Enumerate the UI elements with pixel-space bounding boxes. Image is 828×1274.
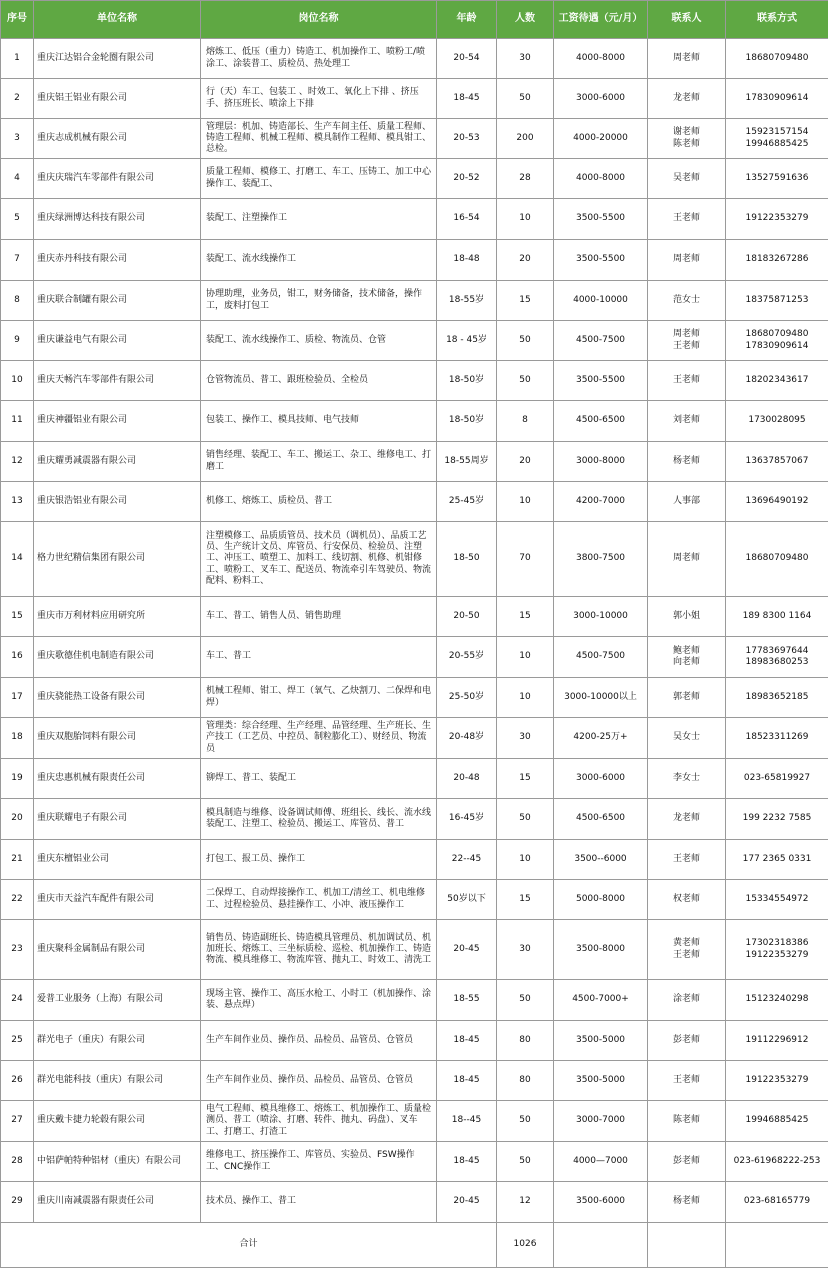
contact-person: 刘老师 — [648, 401, 726, 442]
phone-number: 18680709480 — [726, 39, 828, 79]
header-contact: 联系人 — [648, 1, 726, 39]
salary: 4500-7500 — [554, 321, 648, 361]
row-number: 22 — [1, 880, 34, 920]
contact-person: 谢老师 陈老师 — [648, 119, 726, 159]
row-number: 18 — [1, 718, 34, 759]
age-range: 50岁以下 — [437, 880, 497, 920]
position-list: 注塑模修工、品质质管员、技术员（调机员）、品质工艺员、生产统计文员、库管员、行安保员、检验员、注塑工、冲压工、喷塑工、加料工、线切割、机修、机钳修工、喷粉工、叉车工、配送员、物流牵引车驾驶员、物流配料、粉料工、 — [201, 522, 437, 597]
table-row — [1, 1142, 828, 1182]
row-number: 12 — [1, 442, 34, 482]
headcount: 10 — [497, 840, 554, 880]
row-number: 23 — [1, 920, 34, 980]
company-name: 群光电子（重庆）有限公司 — [34, 1021, 201, 1061]
header-company: 单位名称 — [34, 1, 201, 39]
total-empty-phone — [726, 1223, 828, 1268]
total-empty-contact — [648, 1223, 726, 1268]
position-list: 铆焊工、普工、装配工 — [201, 759, 437, 799]
table-row — [1, 240, 828, 281]
headcount: 80 — [497, 1021, 554, 1061]
salary: 3500-5500 — [554, 240, 648, 281]
company-name: 重庆耀勇减震器有限公司 — [34, 442, 201, 482]
headcount: 10 — [497, 637, 554, 678]
row-number: 9 — [1, 321, 34, 361]
total-row — [1, 1223, 828, 1268]
salary: 3000-6000 — [554, 79, 648, 119]
table-row — [1, 920, 828, 980]
salary: 3000-10000以上 — [554, 678, 648, 718]
phone-number: 13696490192 — [726, 482, 828, 522]
headcount: 200 — [497, 119, 554, 159]
phone-number: 18202343617 — [726, 361, 828, 401]
age-range: 18-45 — [437, 1061, 497, 1101]
salary: 3500-8000 — [554, 920, 648, 980]
company-name: 重庆赤丹科技有限公司 — [34, 240, 201, 281]
phone-number: 199 2232 7585 — [726, 799, 828, 840]
table-row — [1, 401, 828, 442]
salary: 4000-8000 — [554, 39, 648, 79]
position-list: 行（天）车工、包装工 、时效工、氧化上下排 、挤压手、挤压班长、喷涂上下排 — [201, 79, 437, 119]
salary: 3000-7000 — [554, 1101, 648, 1142]
position-list: 装配工、注塑操作工 — [201, 199, 437, 240]
headcount: 50 — [497, 1142, 554, 1182]
header-count: 人数 — [497, 1, 554, 39]
table-row — [1, 119, 828, 159]
total-count: 1026 — [497, 1223, 554, 1268]
phone-number: 13527591636 — [726, 159, 828, 199]
table-row — [1, 199, 828, 240]
contact-person: 周老师 — [648, 522, 726, 597]
headcount: 28 — [497, 159, 554, 199]
salary: 3000-10000 — [554, 597, 648, 637]
age-range: 18-45 — [437, 1142, 497, 1182]
salary: 3500-5000 — [554, 1061, 648, 1101]
age-range: 18-48 — [437, 240, 497, 281]
header-salary: 工资待遇（元/月） — [554, 1, 648, 39]
contact-person: 周老师 — [648, 240, 726, 281]
row-number: 19 — [1, 759, 34, 799]
salary: 4500-7000+ — [554, 980, 648, 1021]
row-number: 17 — [1, 678, 34, 718]
age-range: 20-52 — [437, 159, 497, 199]
table-row — [1, 361, 828, 401]
company-name: 重庆市天益汽车配件有限公司 — [34, 880, 201, 920]
table-row — [1, 1101, 828, 1142]
age-range: 18-45 — [437, 1021, 497, 1061]
header-positions: 岗位名称 — [201, 1, 437, 39]
table-row — [1, 799, 828, 840]
contact-person: 彭老师 — [648, 1142, 726, 1182]
age-range: 18-55 — [437, 980, 497, 1021]
row-number: 20 — [1, 799, 34, 840]
company-name: 重庆忠惠机械有限责任公司 — [34, 759, 201, 799]
row-number: 26 — [1, 1061, 34, 1101]
headcount: 15 — [497, 880, 554, 920]
position-list: 生产车间作业员、操作员、品检员、品管员、仓管员 — [201, 1021, 437, 1061]
age-range: 18-50 — [437, 522, 497, 597]
company-name: 重庆骁能热工设备有限公司 — [34, 678, 201, 718]
position-list: 协理助理，业务员，钳工，财务储备，技术储备，操作工，废料打包工 — [201, 281, 437, 321]
age-range: 25-45岁 — [437, 482, 497, 522]
contact-person: 杨老师 — [648, 1182, 726, 1223]
company-name: 重庆谦益电气有限公司 — [34, 321, 201, 361]
row-number: 27 — [1, 1101, 34, 1142]
contact-person: 王老师 — [648, 199, 726, 240]
headcount: 20 — [497, 240, 554, 281]
headcount: 20 — [497, 442, 554, 482]
contact-person: 周老师 — [648, 39, 726, 79]
row-number: 7 — [1, 240, 34, 281]
position-list: 包装工、操作工、模具技师、电气技师 — [201, 401, 437, 442]
phone-number: 1730028095 — [726, 401, 828, 442]
phone-number: 17783697644 18983680253 — [726, 637, 828, 678]
salary: 4000—7000 — [554, 1142, 648, 1182]
salary: 5000-8000 — [554, 880, 648, 920]
contact-person: 王老师 — [648, 840, 726, 880]
row-number: 10 — [1, 361, 34, 401]
headcount: 50 — [497, 79, 554, 119]
company-name: 重庆联合制罐有限公司 — [34, 281, 201, 321]
position-list: 机械工程师、钳工、焊工（氧气、乙炔割刀、二保焊和电焊） — [201, 678, 437, 718]
headcount: 12 — [497, 1182, 554, 1223]
salary: 4000-10000 — [554, 281, 648, 321]
contact-person: 彭老师 — [648, 1021, 726, 1061]
contact-person: 周老师 王老师 — [648, 321, 726, 361]
headcount: 50 — [497, 321, 554, 361]
position-list: 机修工、熔炼工、质检员、普工 — [201, 482, 437, 522]
age-range: 16-54 — [437, 199, 497, 240]
table-row — [1, 79, 828, 119]
phone-number: 17302318386 19122353279 — [726, 920, 828, 980]
headcount: 10 — [497, 482, 554, 522]
table-row — [1, 880, 828, 920]
row-number: 4 — [1, 159, 34, 199]
headcount: 30 — [497, 718, 554, 759]
position-list: 维修电工、挤压操作工、库管员、实验员、FSW操作工、CNC操作工 — [201, 1142, 437, 1182]
salary: 4200-7000 — [554, 482, 648, 522]
salary: 3500-5500 — [554, 361, 648, 401]
contact-person: 龙老师 — [648, 79, 726, 119]
position-list: 装配工、流水线操作工 — [201, 240, 437, 281]
phone-number: 19112296912 — [726, 1021, 828, 1061]
phone-number: 17830909614 — [726, 79, 828, 119]
phone-number: 19122353279 — [726, 199, 828, 240]
table-row — [1, 482, 828, 522]
headcount: 30 — [497, 39, 554, 79]
position-list: 管理层：机加、铸造部长、生产车间主任、质量工程师、铸造工程师、机械工程师、模具制作工程师、模具钳工、总检。 — [201, 119, 437, 159]
phone-number: 15123240298 — [726, 980, 828, 1021]
company-name: 爱普工业服务（上海）有限公司 — [34, 980, 201, 1021]
company-name: 重庆双胞胎饲料有限公司 — [34, 718, 201, 759]
salary: 4000-8000 — [554, 159, 648, 199]
row-number: 24 — [1, 980, 34, 1021]
position-list: 车工、普工 — [201, 637, 437, 678]
row-number: 3 — [1, 119, 34, 159]
position-list: 生产车间作业员、操作员、品检员、品管员、仓管员 — [201, 1061, 437, 1101]
salary: 4200-25万+ — [554, 718, 648, 759]
salary: 3500-6000 — [554, 1182, 648, 1223]
phone-number: 177 2365 0331 — [726, 840, 828, 880]
company-name: 重庆铝王铝业有限公司 — [34, 79, 201, 119]
headcount: 30 — [497, 920, 554, 980]
phone-number: 18183267286 — [726, 240, 828, 281]
phone-number: 189 8300 1164 — [726, 597, 828, 637]
salary: 4500-7500 — [554, 637, 648, 678]
header-age: 年龄 — [437, 1, 497, 39]
headcount: 15 — [497, 281, 554, 321]
age-range: 16-45岁 — [437, 799, 497, 840]
position-list: 车工、普工、销售人员、销售助理 — [201, 597, 437, 637]
contact-person: 范女士 — [648, 281, 726, 321]
header-row — [1, 1, 828, 39]
age-range: 22--45 — [437, 840, 497, 880]
company-name: 重庆戴卡捷力轮毂有限公司 — [34, 1101, 201, 1142]
contact-person: 王老师 — [648, 361, 726, 401]
headcount: 50 — [497, 1101, 554, 1142]
age-range: 18-55岁 — [437, 281, 497, 321]
phone-number: 023-65819927 — [726, 759, 828, 799]
table-row — [1, 718, 828, 759]
company-name: 重庆神疆铝业有限公司 — [34, 401, 201, 442]
contact-person: 吴老师 — [648, 159, 726, 199]
company-name: 群光电能科技（重庆）有限公司 — [34, 1061, 201, 1101]
row-number: 2 — [1, 79, 34, 119]
headcount: 10 — [497, 678, 554, 718]
table-row — [1, 442, 828, 482]
table-row — [1, 759, 828, 799]
contact-person: 郭小姐 — [648, 597, 726, 637]
phone-number: 18680709480 17830909614 — [726, 321, 828, 361]
row-number: 8 — [1, 281, 34, 321]
contact-person: 吴女士 — [648, 718, 726, 759]
position-list: 电气工程师、模具维修工、熔炼工、机加操作工、质量检测员、普工（喷涂、打磨、转件、抛丸、码盘）、叉车工、打磨工、打渣工 — [201, 1101, 437, 1142]
phone-number: 023-68165779 — [726, 1182, 828, 1223]
salary: 3000-8000 — [554, 442, 648, 482]
age-range: 20-48 — [437, 759, 497, 799]
salary: 4000-20000 — [554, 119, 648, 159]
salary: 3800-7500 — [554, 522, 648, 597]
header-phone: 联系方式 — [726, 1, 828, 39]
row-number: 1 — [1, 39, 34, 79]
age-range: 18-55周岁 — [437, 442, 497, 482]
headcount: 10 — [497, 199, 554, 240]
phone-number: 19946885425 — [726, 1101, 828, 1142]
total-empty-salary — [554, 1223, 648, 1268]
headcount: 15 — [497, 597, 554, 637]
headcount: 15 — [497, 759, 554, 799]
phone-number: 15334554972 — [726, 880, 828, 920]
table-row — [1, 1021, 828, 1061]
position-list: 质量工程师、模修工、打磨工、车工、压铸工、加工中心操作工、装配工、 — [201, 159, 437, 199]
table-body — [1, 39, 828, 1223]
table-row — [1, 522, 828, 597]
salary: 3500-5000 — [554, 1021, 648, 1061]
row-number: 25 — [1, 1021, 34, 1061]
age-range: 18-45 — [437, 79, 497, 119]
age-range: 18--45 — [437, 1101, 497, 1142]
header-no: 序号 — [1, 1, 34, 39]
phone-number: 13637857067 — [726, 442, 828, 482]
position-list: 销售员、铸造副班长、铸造模具管理员、机加调试员、机加班长、熔炼工、三坐标质检、巡检、机加操作工、铸造物流、模具维修工、物流库管、抛丸工、时效工、清洗工 — [201, 920, 437, 980]
age-range: 18 - 45岁 — [437, 321, 497, 361]
company-name: 重庆江达铝合金轮圈有限公司 — [34, 39, 201, 79]
table-row — [1, 39, 828, 79]
age-range: 20-50 — [437, 597, 497, 637]
age-range: 25-50岁 — [437, 678, 497, 718]
position-list: 二保焊工、自动焊接操作工、机加工/清丝工、机电维修工、过程检验员、悬挂操作工、小冲、液压操作工 — [201, 880, 437, 920]
company-name: 重庆庆瑞汽车零部件有限公司 — [34, 159, 201, 199]
table-row — [1, 637, 828, 678]
company-name: 重庆志成机械有限公司 — [34, 119, 201, 159]
company-name: 重庆东檀铝业公司 — [34, 840, 201, 880]
phone-number: 023-61968222-253 — [726, 1142, 828, 1182]
salary: 3500--6000 — [554, 840, 648, 880]
headcount: 50 — [497, 361, 554, 401]
phone-number: 18375871253 — [726, 281, 828, 321]
position-list: 熔炼工、低压（重力）铸造工、机加操作工、喷粉工/喷涂工、涂装普工、质检员、热处理工 — [201, 39, 437, 79]
phone-number: 15923157154 19946885425 — [726, 119, 828, 159]
company-name: 重庆天畅汽车零部件有限公司 — [34, 361, 201, 401]
headcount: 8 — [497, 401, 554, 442]
age-range: 20-53 — [437, 119, 497, 159]
row-number: 21 — [1, 840, 34, 880]
position-list: 打包工、报工员、操作工 — [201, 840, 437, 880]
table-row — [1, 1061, 828, 1101]
table-row — [1, 980, 828, 1021]
headcount: 80 — [497, 1061, 554, 1101]
row-number: 16 — [1, 637, 34, 678]
contact-person: 人事部 — [648, 482, 726, 522]
salary: 4500-6500 — [554, 401, 648, 442]
company-name: 重庆川南减震器有限责任公司 — [34, 1182, 201, 1223]
contact-person: 龙老师 — [648, 799, 726, 840]
headcount: 50 — [497, 799, 554, 840]
total-label: 合计 — [1, 1223, 497, 1268]
contact-person: 陈老师 — [648, 1101, 726, 1142]
row-number: 14 — [1, 522, 34, 597]
position-list: 管理类：综合经理、生产经理、品管经理、生产班长、生产技工（工艺员、中控员、制粒膨化工）、财经员、物流员 — [201, 718, 437, 759]
contact-person: 李女士 — [648, 759, 726, 799]
contact-person: 黄老师 王老师 — [648, 920, 726, 980]
contact-person: 王老师 — [648, 1061, 726, 1101]
age-range: 20-48岁 — [437, 718, 497, 759]
table-row — [1, 159, 828, 199]
table-row — [1, 321, 828, 361]
row-number: 13 — [1, 482, 34, 522]
company-name: 格力世纪精信集团有限公司 — [34, 522, 201, 597]
age-range: 20-54 — [437, 39, 497, 79]
company-name: 重庆歌德佳机电制造有限公司 — [34, 637, 201, 678]
company-name: 重庆银浩铝业有限公司 — [34, 482, 201, 522]
contact-person: 权老师 — [648, 880, 726, 920]
age-range: 18-50岁 — [437, 361, 497, 401]
company-name: 重庆市万利材料应用研究所 — [34, 597, 201, 637]
headcount: 50 — [497, 980, 554, 1021]
table-row — [1, 678, 828, 718]
position-list: 装配工、流水线操作工、质检、物流员、仓管 — [201, 321, 437, 361]
position-list: 销售经理、装配工、车工、搬运工、杂工、维修电工、打磨工 — [201, 442, 437, 482]
company-name: 重庆联耀电子有限公司 — [34, 799, 201, 840]
table-row — [1, 840, 828, 880]
headcount: 70 — [497, 522, 554, 597]
age-range: 20-45 — [437, 920, 497, 980]
phone-number: 18523311269 — [726, 718, 828, 759]
row-number: 28 — [1, 1142, 34, 1182]
salary: 3000-6000 — [554, 759, 648, 799]
age-range: 20-45 — [437, 1182, 497, 1223]
position-list: 仓管物流员、普工、跟班检验员、全检员 — [201, 361, 437, 401]
company-name: 中铝萨帕特种铝材（重庆）有限公司 — [34, 1142, 201, 1182]
position-list: 模具制造与维修、设备调试师傅、班组长、线长、流水线装配工、注塑工、检验员、搬运工、库管员、普工 — [201, 799, 437, 840]
company-name: 重庆绿洲博达科技有限公司 — [34, 199, 201, 240]
company-name: 重庆聚科金属制品有限公司 — [34, 920, 201, 980]
row-number: 5 — [1, 199, 34, 240]
contact-person: 郭老师 — [648, 678, 726, 718]
phone-number: 18680709480 — [726, 522, 828, 597]
age-range: 18-50岁 — [437, 401, 497, 442]
salary: 4500-6500 — [554, 799, 648, 840]
phone-number: 19122353279 — [726, 1061, 828, 1101]
row-number: 11 — [1, 401, 34, 442]
salary: 3500-5500 — [554, 199, 648, 240]
table-row — [1, 597, 828, 637]
phone-number: 18983652185 — [726, 678, 828, 718]
contact-person: 涂老师 — [648, 980, 726, 1021]
age-range: 20-55岁 — [437, 637, 497, 678]
row-number: 15 — [1, 597, 34, 637]
contact-person: 杨老师 — [648, 442, 726, 482]
position-list: 技术员、操作工、普工 — [201, 1182, 437, 1223]
table-row — [1, 281, 828, 321]
row-number: 29 — [1, 1182, 34, 1223]
table-row — [1, 1182, 828, 1223]
contact-person: 鲍老师 向老师 — [648, 637, 726, 678]
position-list: 现场主管、操作工、高压水枪工、小时工（机加操作、涂装、悬点焊） — [201, 980, 437, 1021]
